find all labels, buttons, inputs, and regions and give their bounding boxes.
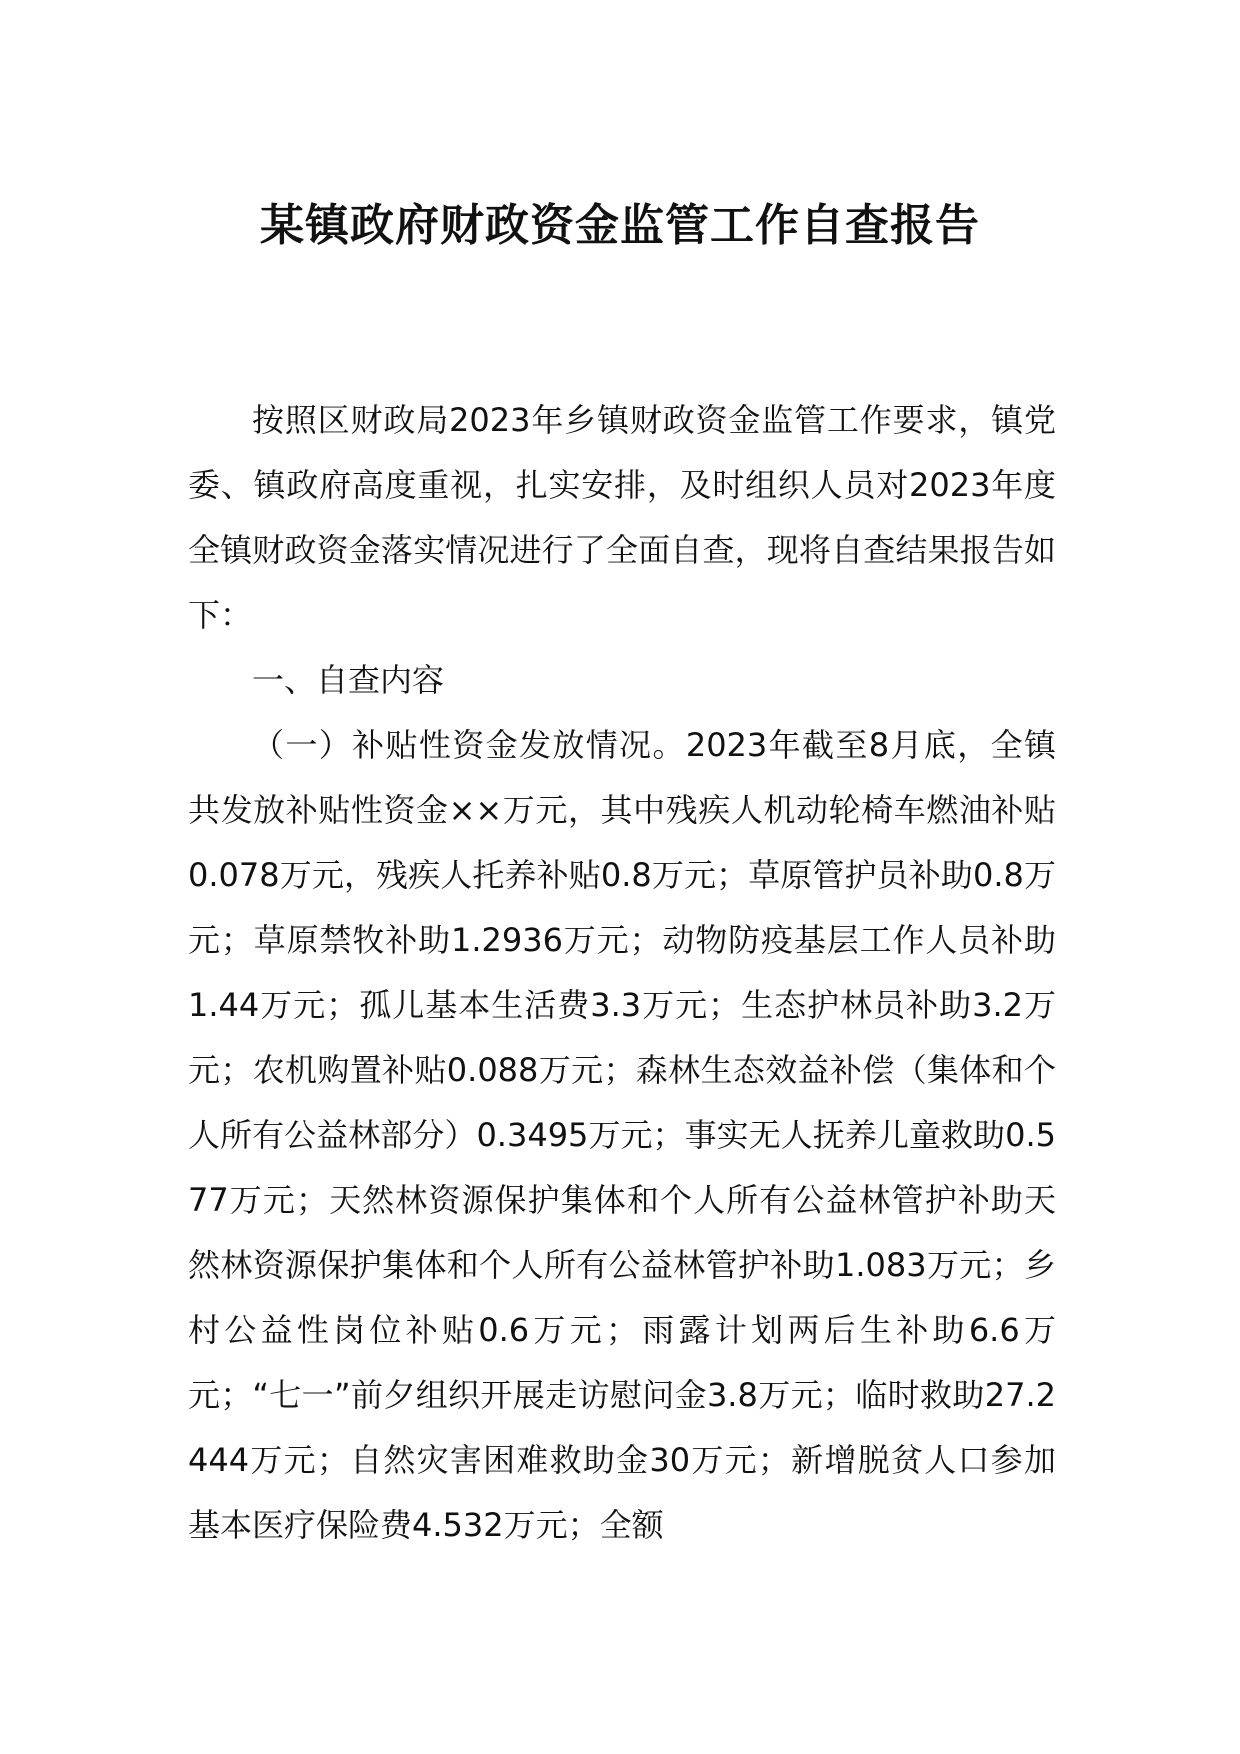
document-body — [188, 388, 1056, 1558]
document-title: 某镇政府财政资金监管工作自查报告 — [260, 200, 980, 251]
intro-paragraph: 按照区财政局2023年乡镇财政资金监管工作要求，镇党委、镇政府高度重视，扎实安排，及时组织人员对2023年度全镇财政资金落实情况进行了全面自查，现将自查结果报告如下： — [188, 401, 1056, 634]
section-heading-self-inspection-content: 一、自查内容 — [252, 661, 445, 699]
subsection-subsidy-funds-paragraph: （一）补贴性资金发放情况。2023年截至8月底，全镇共发放补贴性资金××万元，其中残疾人机动轮椅车燃油补贴0.078万元，残疾人托养补贴0.8万元；草原管护员补助0.8万元；草原禁牧补助1.2936万元；动物防疫基层工作人员补助1.44万元；孤儿基本生活费3.3万元；生态护林员补助3.2万元；农机购置补贴0.088万元；森林生态效益补偿（集体和个人所有公益林部分）0.3495万元；事实无人抚养儿童救助0.577万元；天然林资源保护集体和个人所有公益林管护补助天然林资源保护集体和个人所有公益林管护补助1.083万元；乡村公益性岗位补贴0.6万元；雨露计划两后生补助6.6万元；“七一”前夕组织开展走访慰问金3.8万元；临时救助27.2444万元；自然灾害困难救助金30万元；新增脱贫人口参加基本医疗保险费4.532万元；全额 — [188, 726, 1056, 1544]
